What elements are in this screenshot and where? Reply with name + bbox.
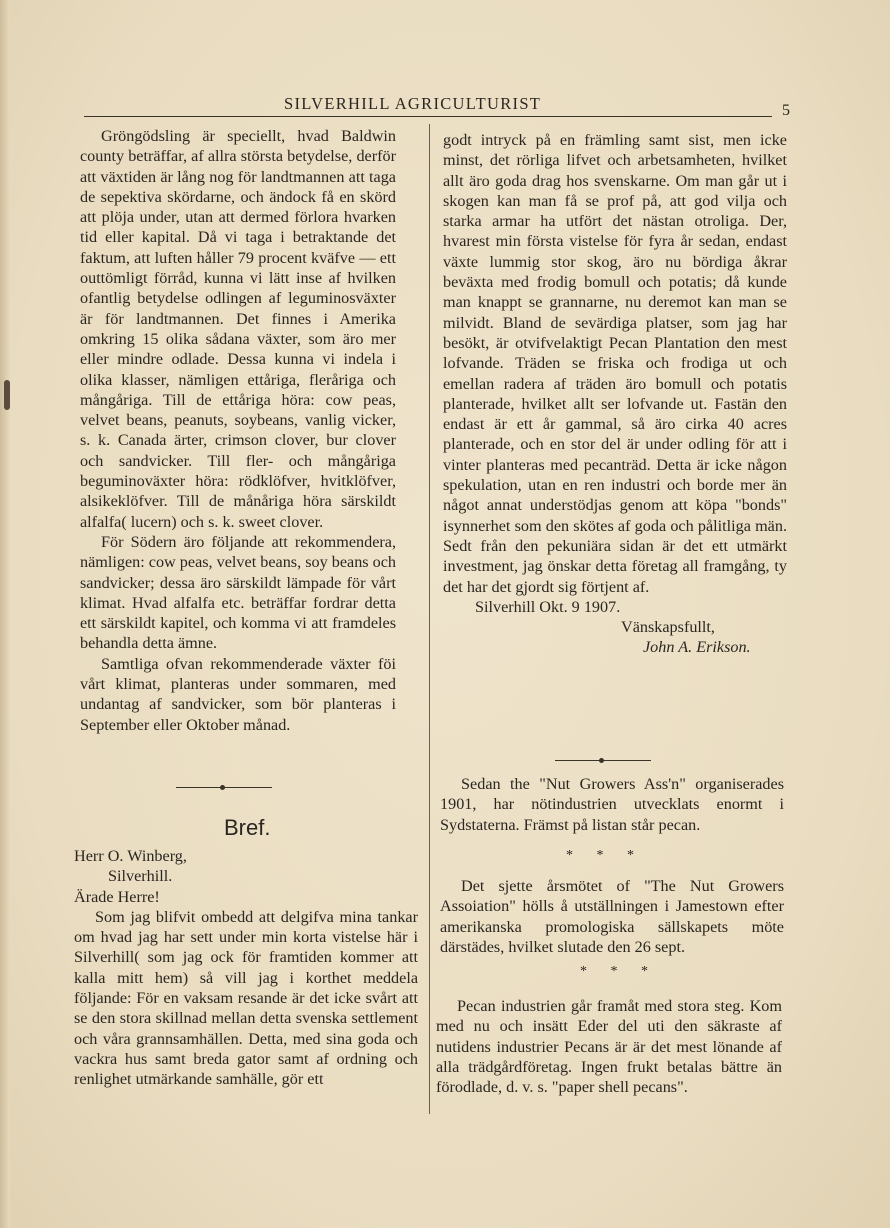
separator-stars-1: * * * [566,848,644,863]
publication-title: SILVERHILL AGRICULTURIST [284,94,542,113]
salutation-place: Silverhill. [108,867,173,886]
separator-stars-2: * * * [580,964,658,979]
news-item-1 [440,774,784,835]
page-number: 5 [782,102,790,119]
news-paragraph-3: Pecan industrien går framåt med stora steg. Kom med nu och insätt Eder del uti den säkraste af nutidens industrier Pecans är är det mest lönande af alla trädgårdföretag. Ingen frukt betalas bättre än förodlade, d. v. s. "paper shell pecans". [436,997,782,1097]
news-paragraph-1: Sedan the "Nut Growers Ass'n" organiserades 1901, har nötindustrien utvecklats enormt i Sydstaterna. Främst på listan står pecan. [440,775,784,834]
letter-continuation: godt intryck på en främling samt sist, men icke minst, det rörliga lifvet och arbetsamheten, hvilket allt äro goda drag hos svenskarne. Om man går ut i skogen kan man få se prof på, att god vilja och starka armar ha utfört det nästan otroliga. Der, hvarest min första vistelse för fyra år sedan, endast växte lummig stor skog, äro nu bördiga åkrar beväxta med frodig bomull och potatis; då kunde man knappt se grannarne, nu deremot kan man se milvidt. Bland de sevärdiga platser, som jag har besökt, är otvifvelaktigt Pecan Plantation den mest lofvande. Träden se friska och frodiga ut och emellan radera af träden äro bomull och potatis planterade, hvilket allt ser lofvande ut. Fastän den endast är ett år gammal, så äro cirka 40 acres planterade, och en stor del är under odling för att i vinter planteras med pecanträd. Detta är icke någon spekulation, utan en ren industri och borde mer än något annat understödjas genom att köpa "bonds" isynnerhet som den skötes af goda och pålitliga män. Sedt från den pekuniära sidan är det ett utmärkt investment, jag önskar detta företag all framgång, ty det har det gjordt sig förtjent af. [443,131,787,596]
salutation-greeting: Ärade Herre! [74,887,160,906]
signature-greeting: Vänskapsfullt, [621,618,715,637]
letter-paragraph: Som jag blifvit ombedd att delgifva mina tankar om hvad jag har sett under min korta vistelse här i Silverhill( som jag ock för framtiden kommer att kalla mitt hem) så vill jag i korthet meddela följande: För en vaksam resande är det icke svårt att se den stora skillnad mellan detta svenska settlement och våra grannsamhällen. Detta, med sina goda och vackra hus samt breda gator samt af ordning och renlighet utmärkande samhälle, gör ett [74,907,418,1089]
signature-name: John A. Erikson. [643,638,751,657]
article-paragraph-2: För Södern äro följande att rekommendera, nämligen: cow peas, velvet beans, soy beans och sandvicker; dessa äro särskildt lämpade för vårt klimat. Hvad alfalfa etc. beträffar fordrar detta ett särskildt kapitel, och komma vi att framdeles behandla detta ämne. [80,532,397,653]
salutation-recipient: Herr O. Winberg, [74,847,187,865]
page-edge [0,0,10,1228]
news-paragraph-2: Det sjette årsmötet of "The Nut Growers Assoiation" hölls å utställningen i Jamestown efter amerikanska promologiska sällskapets möte därstädes, hvilket slutade den 26 sept. [440,877,784,956]
header-rule [84,116,772,117]
left-column-article [80,126,396,735]
page-header [84,94,794,119]
section-divider-left [176,787,272,788]
article-paragraph-1: Gröngödsling är speciellt, hvad Baldwin county beträffar, af allra största betydelse, derför att växtiden är lång nog för landtmannen att taga de sepektiva skördarne, och ändock få en skörd att plöja under, utan att dermed förlora hvarken tid eller kapital. Då vi taga i betraktande det faktum, att luften håller 79 procent kväfve — ett outtömligt förråd, kunna vi lätt inse af hvilken ofantlig betydelse odlingen af leguminosväxter är för landtmannen. Det finnes i Amerika omkring 15 olika sådana växter, som äro mer eller mindre odlade. Dessa kunna vi indela i olika klasser, nämligen ettåriga, fleråriga och mångåriga. Till de ettåriga höra: cow peas, velvet beans, peanuts, soybeans, vanlig vicker, s. k. Canada ärter, crimson clover, bur clover och sandvicker. Till fler- och mångåriga beguminoväxter höra: rödklöfver, hvitklöfver, alsikeklöfver. Till de månåriga höra särskildt alfalfa( lucern) och s. k. sweet clover. [80,127,396,531]
column-rule [429,124,430,1114]
news-item-3 [436,996,782,1097]
signature-place-date: Silverhill Okt. 9 1907. [475,597,621,616]
ink-blot [4,380,10,410]
right-column [443,130,787,658]
letter-heading: Bref. [224,815,271,840]
article-paragraph-3: Samtliga ofvan rekommenderade växter föi vårt klimat, planteras under sommaren, med undantag af sandvicker, som bör planteras i September eller Oktober månad. [80,654,396,734]
section-divider-right [555,760,651,761]
letter-body [74,846,418,1090]
news-item-2 [440,876,784,957]
